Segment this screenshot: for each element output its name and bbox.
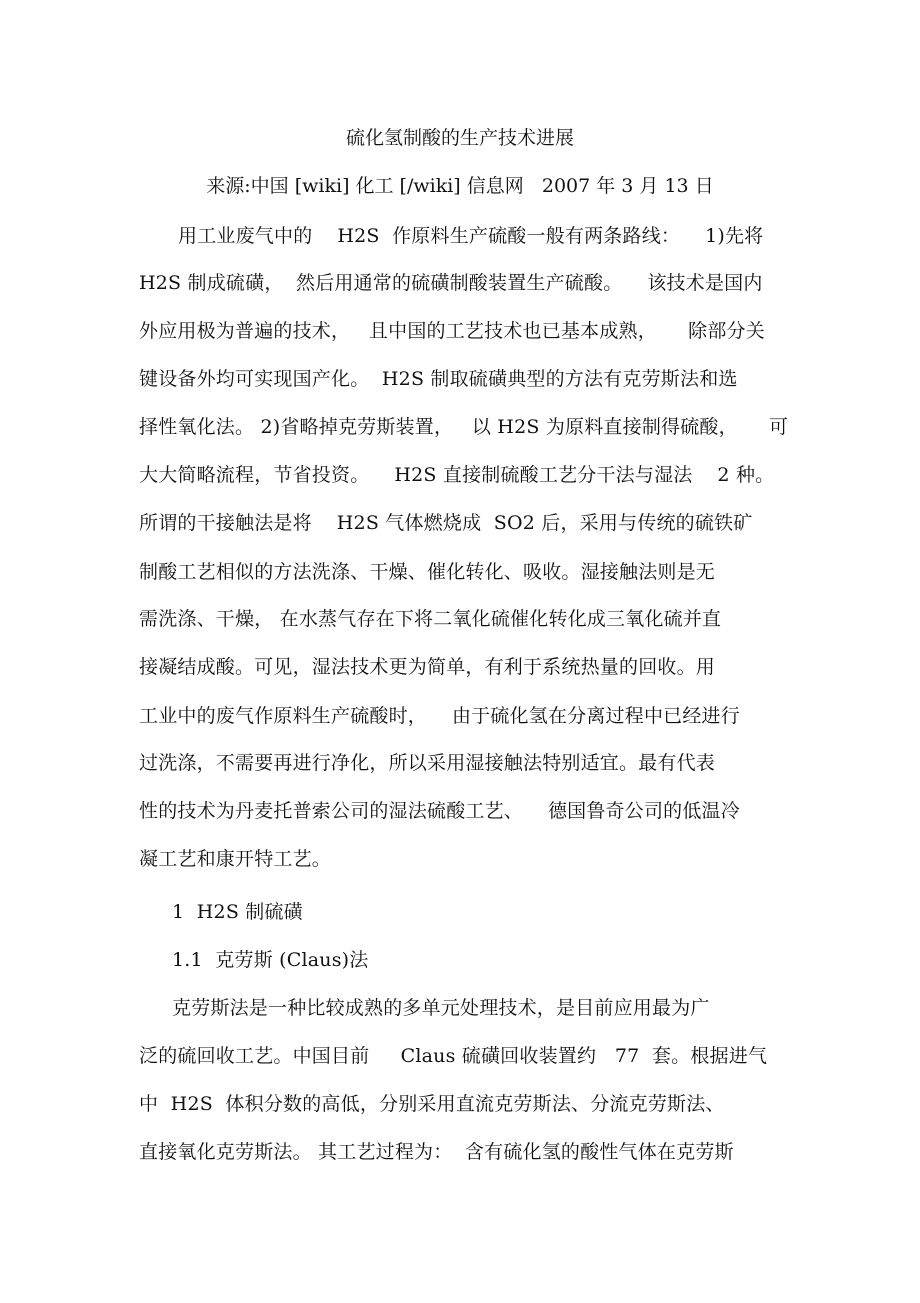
- paragraph-line: 凝工艺和康开特工艺。: [139, 848, 332, 870]
- paragraph-line: 用工业废气中的 H2S 作原料生产硫酸一般有两条路线： 1)先将: [178, 225, 764, 247]
- paragraph-line: 择性氧化法。 2)省略掉克劳斯装置， 以 H2S 为原料直接制得硫酸， 可: [139, 416, 789, 438]
- subsection-heading: 1.1 克劳斯 (Claus)法: [172, 949, 369, 971]
- paragraph-line: 直接氧化克劳斯法。 其工艺过程为： 含有硫化氢的酸性气体在克劳斯: [139, 1141, 734, 1163]
- paragraph-line: 需洗涤、干燥， 在水蒸气存在下将二氧化硫催化转化成三氧化硫并直: [139, 608, 722, 630]
- paragraph-line: 克劳斯法是一种比较成熟的多单元处理技术，是目前应用最为广: [172, 997, 710, 1019]
- paragraph-line: 过洗涤，不需要再进行净化，所以采用湿接触法特别适宜。最有代表: [139, 752, 716, 774]
- paragraph-line: 中 H2S 体积分数的高低，分别采用直流克劳斯法、分流克劳斯法、: [139, 1093, 725, 1115]
- paragraph-line: 所谓的干接触法是将 H2S 气体燃烧成 SO2 后，采用与传统的硫铁矿: [139, 512, 753, 534]
- paragraph-line: 性的技术为丹麦托普索公司的湿法硫酸工艺、 德国鲁奇公司的低温冷: [139, 800, 740, 822]
- paragraph-line: H2S 制成硫磺， 然后用通常的硫磺制酸装置生产硫酸。 该技术是国内: [139, 272, 763, 294]
- source-line: 来源:中国 [wiki] 化工 [/wiki] 信息网 2007 年 3 月 13 日: [206, 175, 714, 197]
- paragraph-line: 泛的硫回收工艺。中国目前 Claus 硫磺回收装置约 77 套。根据进气: [139, 1045, 768, 1067]
- paragraph-line: 制酸工艺相似的方法洗涤、干燥、催化转化、吸收。湿接触法则是无: [139, 561, 716, 583]
- paragraph-line: 键设备外均可实现国产化。 H2S 制取硫磺典型的方法有克劳斯法和选: [139, 368, 738, 390]
- paragraph-line: 工业中的废气作原料生产硫酸时， 由于硫化氢在分离过程中已经进行: [139, 705, 740, 727]
- paragraph-line: 外应用极为普遍的技术， 且中国的工艺技术也已基本成熟， 除部分关: [139, 320, 765, 342]
- paragraph-line: 接凝结成酸。可见，湿法技术更为简单，有利于系统热量的回收。用: [139, 656, 716, 678]
- section-heading: 1 H2S 制硫磺: [172, 901, 303, 923]
- paragraph-line: 大大简略流程，节省投资。 H2S 直接制硫酸工艺分干法与湿法 2 种。: [139, 464, 775, 486]
- document-title: 硫化氢制酸的生产技术进展: [345, 127, 574, 149]
